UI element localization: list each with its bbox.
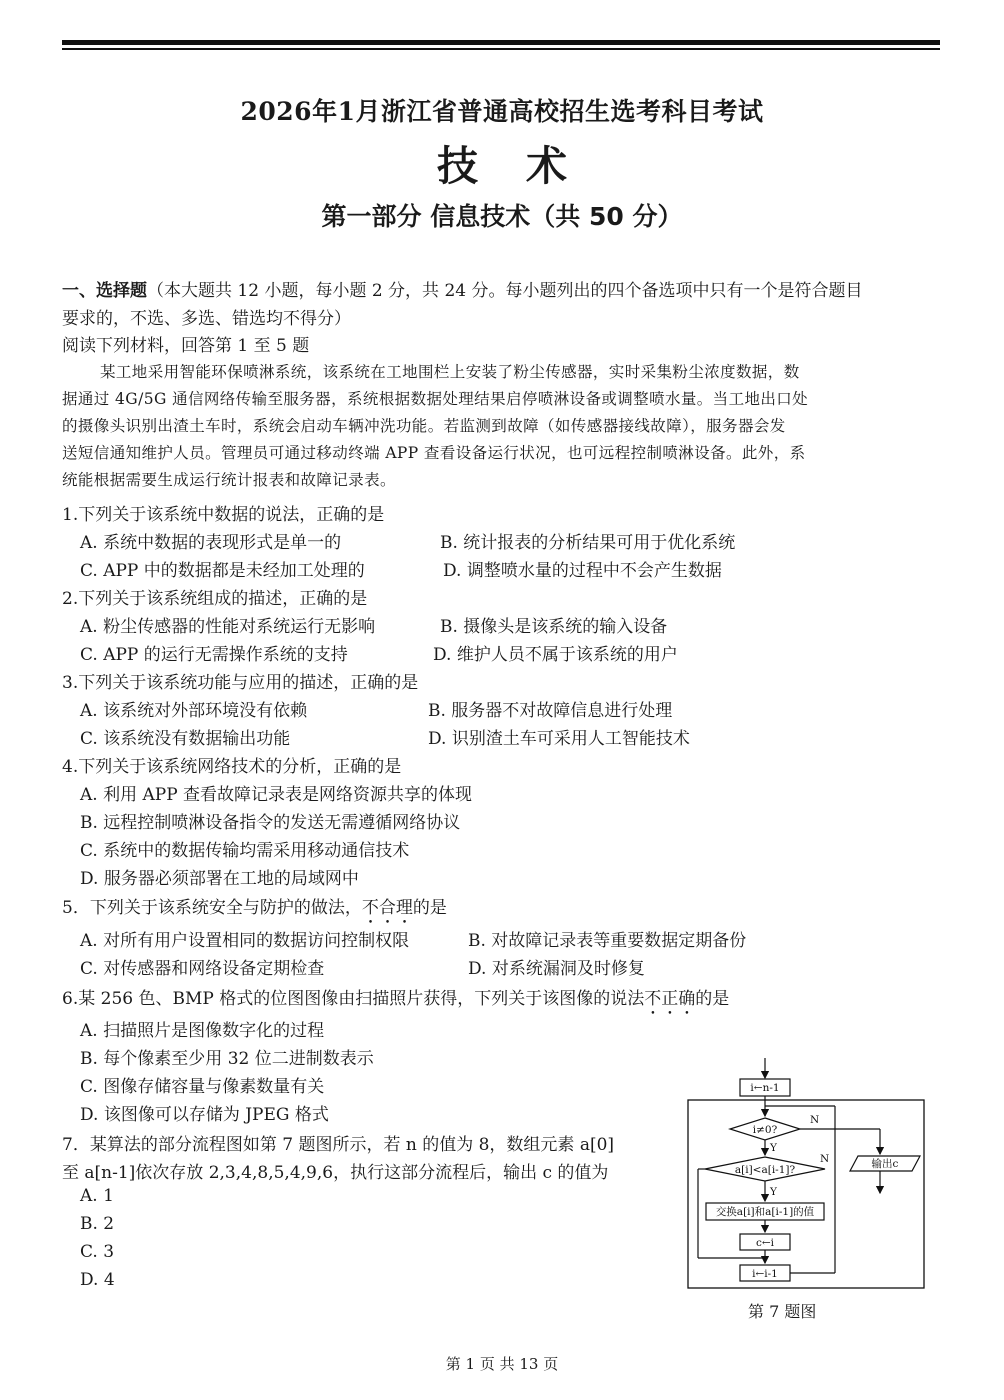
q6-stem-emphasis: 不正确 xyxy=(644,989,696,1009)
q7-option-d: D. 4 xyxy=(80,1270,115,1290)
subject-title: 技术 xyxy=(437,142,615,190)
material-line-4: 送短信通知维护人员。管理员可通过移动终端 APP 查看设备运行状况，也可远程控制喷淋设备。此外，系 xyxy=(62,444,806,462)
part-title: 第一部分 信息技术（共 50 分） xyxy=(321,202,683,231)
flow-y1-label: Y xyxy=(770,1142,777,1154)
q1-option-b: B. 统计报表的分析结果可用于优化系统 xyxy=(440,533,736,553)
header-rule-thin xyxy=(62,48,940,50)
section-desc-2: 要求的，不选、多选、错选均不得分） xyxy=(62,309,351,329)
exam-title: 2026年1月浙江省普通高校招生选考科目考试 xyxy=(240,97,764,126)
q4-option-b: B. 远程控制喷淋设备指令的发送无需遵循网络协议 xyxy=(80,813,461,833)
flowchart-frame xyxy=(688,1100,924,1288)
figure-caption: 第 7 题图 xyxy=(748,1302,817,1321)
q1-option-c: C. APP 中的数据都是未经加工处理的 xyxy=(80,561,365,581)
material-line-5: 统能根据需要生成运行统计报表和故障记录表。 xyxy=(62,471,396,489)
flowchart-figure xyxy=(680,1058,940,1293)
section-desc-1: （本大题共 12 小题，每小题 2 分，共 24 分。每小题列出的四个备选项中只有一个是符合题目 xyxy=(147,281,863,301)
q7-option-c: C. 3 xyxy=(80,1242,115,1262)
q4-option-a: A. 利用 APP 查看故障记录表是网络资源共享的体现 xyxy=(80,785,473,805)
flow-n2-label: N xyxy=(820,1153,830,1165)
q5-stem-prefix: 5．下列关于该系统安全与防护的做法， xyxy=(62,898,362,918)
header-rule-thick xyxy=(62,40,940,45)
material-line-1: 某工地采用智能环保喷淋系统，该系统在工地围栏上安装了粉尘传感器，实时采集粉尘浓度数据，数 xyxy=(100,363,800,381)
question-6-stem xyxy=(62,984,729,1019)
q1-option-d: D. 调整喷水量的过程中不会产生数据 xyxy=(443,561,722,581)
question-5-stem xyxy=(62,893,447,928)
q5-option-a: A. 对所有用户设置相同的数据访问控制权限 xyxy=(80,931,410,951)
q6-option-a: A. 扫描照片是图像数字化的过程 xyxy=(80,1021,325,1041)
q5-stem-emphasis: 不合理 xyxy=(361,898,413,918)
q2-option-d: D. 维护人员不属于该系统的用户 xyxy=(433,645,678,665)
q3-option-a: A. 该系统对外部环境没有依赖 xyxy=(80,701,308,721)
flow-n1-label: N xyxy=(810,1114,820,1126)
q5-stem-suffix: 的是 xyxy=(412,898,447,918)
q5-option-d: D. 对系统漏洞及时修复 xyxy=(468,959,645,979)
q6-stem-prefix: 6.某 256 色、BMP 格式的位图图像由扫描照片获得，下列关于该图像的说法 xyxy=(62,989,645,1009)
q5-option-c: C. 对传感器和网络设备定期检查 xyxy=(80,959,325,979)
q2-option-b: B. 摄像头是该系统的输入设备 xyxy=(440,617,668,637)
question-4-stem: 4.下列关于该系统网络技术的分析，正确的是 xyxy=(62,757,402,777)
question-3-stem: 3.下列关于该系统功能与应用的描述，正确的是 xyxy=(62,673,419,693)
flow-decision-2-text: a[i]<a[i-1]? xyxy=(734,1164,796,1176)
question-2-stem: 2.下列关于该系统组成的描述，正确的是 xyxy=(62,589,368,609)
flow-y2-label: Y xyxy=(770,1186,777,1198)
q3-option-b: B. 服务器不对故障信息进行处理 xyxy=(428,701,673,721)
material-line-3: 的摄像头识别出渣土车时，系统会启动车辆冲洗功能。若监测到故障（如传感器接线故障），服务器会发 xyxy=(62,417,786,435)
flow-output-text: 输出c xyxy=(871,1158,899,1170)
flow-swap-text: 交换a[i]和a[i-1]的值 xyxy=(715,1206,815,1218)
reading-intro: 阅读下列材料，回答第 1 至 5 题 xyxy=(62,336,310,356)
flow-decrement-text: i←i-1 xyxy=(752,1268,778,1280)
q1-option-a: A. 系统中数据的表现形式是单一的 xyxy=(80,533,342,553)
page-footer: 第 1 页 共 13 页 xyxy=(445,1355,559,1373)
q4-option-d: D. 服务器必须部署在工地的局域网中 xyxy=(80,869,359,889)
q6-option-d: D. 该图像可以存储为 JPEG 格式 xyxy=(80,1105,329,1125)
q6-option-b: B. 每个像素至少用 32 位二进制数表示 xyxy=(80,1049,374,1069)
q4-option-c: C. 系统中的数据传输均需采用移动通信技术 xyxy=(80,841,410,861)
flow-assign-text: c←i xyxy=(755,1237,775,1249)
section-head: 一、选择题 xyxy=(62,281,147,301)
material-line-2: 据通过 4G/5G 通信网络传输至服务器，系统根据数据处理结果启停喷淋设备或调整喷水量。当工地出口处 xyxy=(62,390,809,408)
q3-option-c: C. 该系统没有数据输出功能 xyxy=(80,729,291,749)
question-1-stem: 1.下列关于该系统中数据的说法，正确的是 xyxy=(62,505,385,525)
q5-option-b: B. 对故障记录表等重要数据定期备份 xyxy=(468,931,747,951)
q6-option-c: C. 图像存储容量与像素数量有关 xyxy=(80,1077,325,1097)
flow-decision-1-text: i≠0? xyxy=(752,1124,778,1136)
question-7-stem-1: 7．某算法的部分流程图如第 7 题图所示，若 n 的值为 8，数组元素 a[0] xyxy=(62,1135,615,1155)
question-7-stem-2: 至 a[n-1]依次存放 2,3,4,8,5,4,9,6，执行这部分流程后，输出 c 的值为 xyxy=(62,1163,609,1183)
q2-option-a: A. 粉尘传感器的性能对系统运行无影响 xyxy=(80,617,376,637)
q6-stem-suffix: 的是 xyxy=(695,989,730,1009)
q7-option-a: A. 1 xyxy=(80,1186,114,1206)
q3-option-d: D. 识别渣土车可采用人工智能技术 xyxy=(428,729,690,749)
section-header-line xyxy=(62,276,863,301)
q2-option-c: C. APP 的运行无需操作系统的支持 xyxy=(80,645,348,665)
flow-init-text: i←n-1 xyxy=(750,1082,780,1094)
q7-option-b: B. 2 xyxy=(80,1214,115,1234)
